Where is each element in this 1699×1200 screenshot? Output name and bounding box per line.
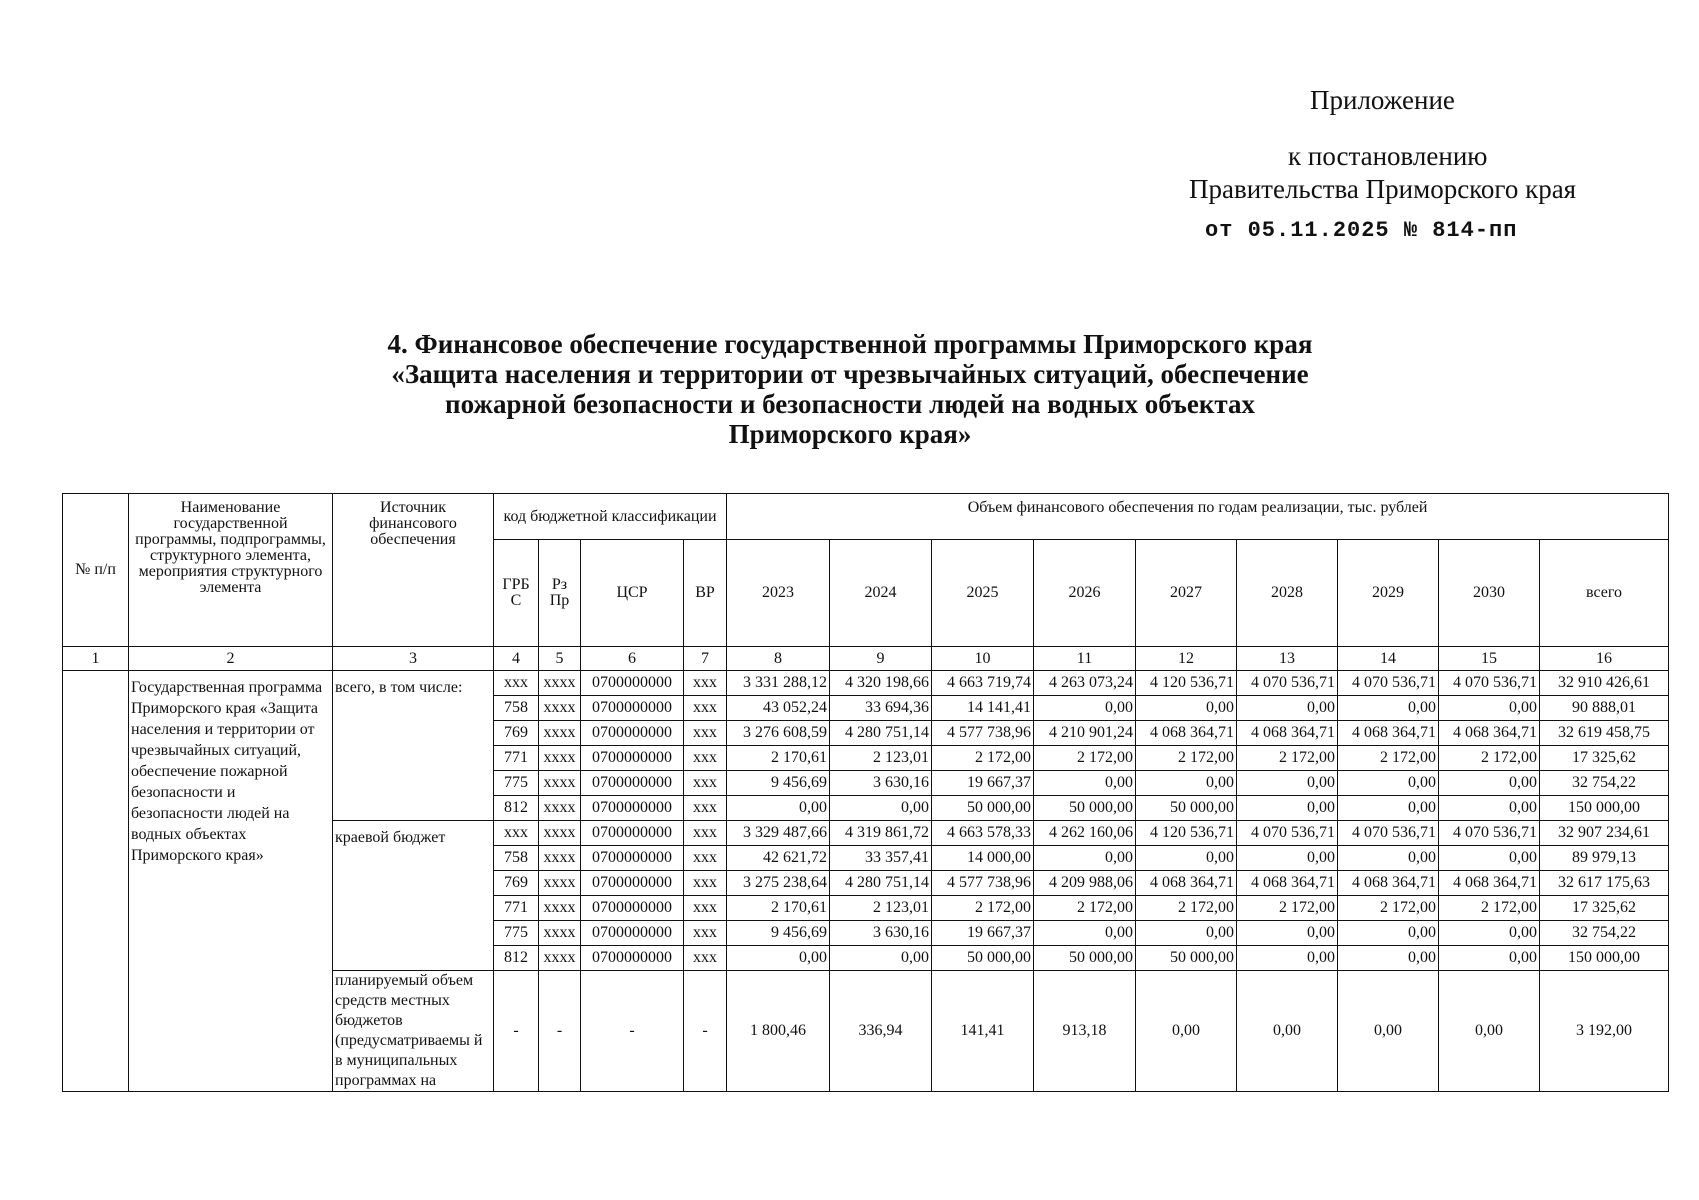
title-line: «Защита населения и территории от чрезвычайных ситуаций, обеспечение (391, 359, 1309, 389)
amount-cell: 32 754,22 (1540, 771, 1669, 796)
budget-code-cell: xxx (684, 671, 727, 696)
header-rzpr: Рз Пр (539, 540, 581, 647)
amount-cell: 32 910 426,61 (1540, 671, 1669, 696)
budget-code-cell: 0700000000 (581, 771, 684, 796)
budget-code-cell: 769 (494, 871, 539, 896)
amount-cell: 0,00 (1338, 771, 1439, 796)
amount-cell: 42 621,72 (727, 846, 830, 871)
header-year: 2026 (1034, 540, 1136, 647)
amount-cell: 0,00 (1439, 796, 1540, 821)
column-number: 1 (63, 647, 129, 671)
amount-cell: 3 276 608,59 (727, 721, 830, 746)
budget-code-cell: 771 (494, 746, 539, 771)
amount-cell: 0,00 (1439, 921, 1540, 946)
amount-cell: 4 280 751,14 (830, 721, 932, 746)
amount-cell: 4 068 364,71 (1439, 721, 1540, 746)
amount-cell: 0,00 (1439, 846, 1540, 871)
amount-cell: 2 123,01 (830, 896, 932, 921)
amount-cell: 0,00 (1439, 771, 1540, 796)
amount-cell: 0,00 (1338, 846, 1439, 871)
amount-cell: 17 325,62 (1540, 896, 1669, 921)
column-number: 3 (333, 647, 494, 671)
budget-code-cell: xxx (494, 821, 539, 846)
amount-cell: 4 263 073,24 (1034, 671, 1136, 696)
program-name-cell: Государственная программа Приморского края «Защита населения и территории от чрезвычайных ситуаций, обеспечение пожарной безопасности и безопасности людей на водных объектах Приморского края» (129, 671, 333, 1092)
document-title (250, 329, 1450, 449)
amount-cell: 4 577 738,96 (932, 871, 1034, 896)
budget-code-cell: 0700000000 (581, 871, 684, 896)
column-number: 7 (684, 647, 727, 671)
column-number: 9 (830, 647, 932, 671)
budget-code-cell: xxxx (539, 871, 581, 896)
table-body (63, 671, 1669, 1092)
appendix-date: от 05.11.2025 № 814-пп (1205, 218, 1518, 243)
budget-code-cell: xxxx (539, 796, 581, 821)
amount-cell: 913,18 (1034, 971, 1136, 1092)
amount-cell: 4 577 738,96 (932, 721, 1034, 746)
column-number: 10 (932, 647, 1034, 671)
amount-cell: 32 619 458,75 (1540, 721, 1669, 746)
amount-cell: 3 329 487,66 (727, 821, 830, 846)
budget-code-cell: xxx (684, 896, 727, 921)
budget-code-cell: xxxx (539, 721, 581, 746)
column-number: 11 (1034, 647, 1136, 671)
amount-cell: 0,00 (1237, 946, 1338, 971)
amount-cell: 2 172,00 (932, 896, 1034, 921)
amount-cell: 4 210 901,24 (1034, 721, 1136, 746)
amount-cell: 32 754,22 (1540, 921, 1669, 946)
appendix-government: Правительства Приморского края (1189, 174, 1577, 204)
amount-cell: 4 068 364,71 (1237, 721, 1338, 746)
header-year: 2025 (932, 540, 1034, 647)
amount-cell: 4 068 364,71 (1237, 871, 1338, 896)
amount-cell: 0,00 (1439, 696, 1540, 721)
appendix-title: Приложение (1310, 85, 1455, 115)
budget-code-cell: 771 (494, 896, 539, 921)
amount-cell: 2 172,00 (1136, 896, 1237, 921)
budget-code-cell: - (581, 971, 684, 1092)
amount-cell: 2 172,00 (932, 746, 1034, 771)
amount-cell: 19 667,37 (932, 921, 1034, 946)
amount-cell: 2 123,01 (830, 746, 932, 771)
budget-code-cell: xxx (494, 671, 539, 696)
header-year: 2028 (1237, 540, 1338, 647)
column-number: 16 (1540, 647, 1669, 671)
budget-code-cell: xxx (684, 946, 727, 971)
budget-code-cell: xxxx (539, 846, 581, 871)
amount-cell: 0,00 (1034, 771, 1136, 796)
budget-code-cell: xxxx (539, 896, 581, 921)
amount-cell: 0,00 (1237, 921, 1338, 946)
amount-cell: 2 170,61 (727, 746, 830, 771)
budget-code-cell: xxxx (539, 771, 581, 796)
amount-cell: 0,00 (1237, 846, 1338, 871)
amount-cell: 2 172,00 (1338, 746, 1439, 771)
amount-cell: 50 000,00 (932, 796, 1034, 821)
budget-code-cell: xxxx (539, 696, 581, 721)
budget-code-cell: xxx (684, 721, 727, 746)
amount-cell: 3 192,00 (1540, 971, 1669, 1092)
amount-cell: 0,00 (1136, 696, 1237, 721)
amount-cell: 33 357,41 (830, 846, 932, 871)
amount-cell: 43 052,24 (727, 696, 830, 721)
amount-cell: 19 667,37 (932, 771, 1034, 796)
budget-code-cell: 775 (494, 771, 539, 796)
amount-cell: 2 172,00 (1136, 746, 1237, 771)
amount-cell: 4 070 536,71 (1338, 671, 1439, 696)
amount-cell: 4 068 364,71 (1136, 721, 1237, 746)
header-source: Источник финансового обеспечения (333, 494, 494, 647)
budget-code-cell: 0700000000 (581, 846, 684, 871)
amount-cell: 2 172,00 (1439, 746, 1540, 771)
amount-cell: 50 000,00 (1136, 796, 1237, 821)
amount-cell: 2 172,00 (1439, 896, 1540, 921)
budget-code-cell: xxx (684, 696, 727, 721)
budget-code-cell: - (684, 971, 727, 1092)
budget-code-cell: xxx (684, 821, 727, 846)
amount-cell: 1 800,46 (727, 971, 830, 1092)
amount-cell: 336,94 (830, 971, 932, 1092)
amount-cell: 4 262 160,06 (1034, 821, 1136, 846)
column-number: 2 (129, 647, 333, 671)
budget-code-cell: 0700000000 (581, 896, 684, 921)
budget-code-cell: 0700000000 (581, 671, 684, 696)
amount-cell: 0,00 (1237, 971, 1338, 1092)
header-grbs: ГРБ С (494, 540, 539, 647)
title-line: Приморского края» (728, 419, 972, 449)
source-local-cell: планируемый объем средств местных бюджетов (предусматриваемы й в муниципальных программах на (333, 971, 494, 1092)
header-num: № п/п (63, 494, 129, 647)
amount-cell: 50 000,00 (1034, 946, 1136, 971)
amount-cell: 4 068 364,71 (1338, 871, 1439, 896)
header-budget-code: код бюджетной классификации (494, 494, 727, 540)
budget-code-cell: 758 (494, 696, 539, 721)
amount-cell: 14 000,00 (932, 846, 1034, 871)
amount-cell: 0,00 (1338, 921, 1439, 946)
budget-code-cell: xxx (684, 796, 727, 821)
amount-cell: 2 170,61 (727, 896, 830, 921)
header-year-total: всего (1540, 540, 1669, 647)
amount-cell: 0,00 (1136, 971, 1237, 1092)
amount-cell: 4 320 198,66 (830, 671, 932, 696)
amount-cell: 90 888,01 (1540, 696, 1669, 721)
title-line: 4. Финансовое обеспечение государственной программы Приморского края (387, 329, 1313, 359)
row-number-cell (63, 671, 129, 1092)
amount-cell: 4 120 536,71 (1136, 821, 1237, 846)
amount-cell: 150 000,00 (1540, 946, 1669, 971)
amount-cell: 4 068 364,71 (1439, 871, 1540, 896)
header-csr: ЦСР (581, 540, 684, 647)
header-name: Наименование государственной программы, подпрограммы, структурного элемента, мероприятия структурного элемента (129, 494, 333, 647)
budget-code-cell: 0700000000 (581, 796, 684, 821)
amount-cell: 0,00 (1136, 846, 1237, 871)
budget-code-cell: xxx (684, 921, 727, 946)
amount-cell: 0,00 (1338, 796, 1439, 821)
budget-code-cell: xxx (684, 871, 727, 896)
amount-cell: 9 456,69 (727, 921, 830, 946)
column-number-row (63, 647, 1669, 671)
budget-code-cell: 0700000000 (581, 921, 684, 946)
header-year: 2024 (830, 540, 932, 647)
amount-cell: 0,00 (1338, 946, 1439, 971)
amount-cell: 0,00 (727, 946, 830, 971)
amount-cell: 0,00 (1136, 921, 1237, 946)
financing-table (62, 493, 1669, 1092)
column-number: 8 (727, 647, 830, 671)
amount-cell: 0,00 (1034, 846, 1136, 871)
amount-cell: 14 141,41 (932, 696, 1034, 721)
amount-cell: 3 331 288,12 (727, 671, 830, 696)
amount-cell: 4 068 364,71 (1136, 871, 1237, 896)
amount-cell: 89 979,13 (1540, 846, 1669, 871)
budget-code-cell: 0700000000 (581, 746, 684, 771)
column-number: 12 (1136, 647, 1237, 671)
budget-code-cell: xxx (684, 846, 727, 871)
source-total-cell: всего, в том числе: (333, 671, 494, 821)
budget-code-cell: xxxx (539, 746, 581, 771)
budget-code-cell: xxx (684, 771, 727, 796)
budget-code-cell: 812 (494, 796, 539, 821)
amount-cell: 0,00 (1237, 696, 1338, 721)
budget-code-cell: 758 (494, 846, 539, 871)
amount-cell: 4 068 364,71 (1338, 721, 1439, 746)
source-regional-cell: краевой бюджет (333, 821, 494, 971)
amount-cell: 0,00 (1237, 771, 1338, 796)
header-year: 2030 (1439, 540, 1540, 647)
amount-cell: 4 209 988,06 (1034, 871, 1136, 896)
budget-code-cell: 0700000000 (581, 696, 684, 721)
amount-cell: 2 172,00 (1237, 746, 1338, 771)
amount-cell: 4 280 751,14 (830, 871, 932, 896)
header-year: 2029 (1338, 540, 1439, 647)
amount-cell: 2 172,00 (1338, 896, 1439, 921)
amount-cell: 3 630,16 (830, 921, 932, 946)
appendix-to: к постановлению (1288, 141, 1488, 171)
amount-cell: 4 663 719,74 (932, 671, 1034, 696)
amount-cell: 141,41 (932, 971, 1034, 1092)
amount-cell: 50 000,00 (1034, 796, 1136, 821)
amount-cell: 0,00 (830, 796, 932, 821)
amount-cell: 0,00 (1439, 971, 1540, 1092)
amount-cell: 17 325,62 (1540, 746, 1669, 771)
amount-cell: 3 275 238,64 (727, 871, 830, 896)
amount-cell: 2 172,00 (1034, 896, 1136, 921)
budget-code-cell: 0700000000 (581, 721, 684, 746)
amount-cell: 0,00 (1034, 696, 1136, 721)
amount-cell: 32 617 175,63 (1540, 871, 1669, 896)
amount-cell: 0,00 (830, 946, 932, 971)
amount-cell: 4 070 536,71 (1439, 821, 1540, 846)
budget-code-cell: - (539, 971, 581, 1092)
amount-cell: 50 000,00 (1136, 946, 1237, 971)
column-number: 14 (1338, 647, 1439, 671)
budget-code-cell: xxxx (539, 921, 581, 946)
amount-cell: 4 120 536,71 (1136, 671, 1237, 696)
amount-cell: 4 070 536,71 (1338, 821, 1439, 846)
amount-cell: 4 319 861,72 (830, 821, 932, 846)
amount-cell: 0,00 (1237, 796, 1338, 821)
amount-cell: 50 000,00 (932, 946, 1034, 971)
amount-cell: 9 456,69 (727, 771, 830, 796)
header-vr: ВР (684, 540, 727, 647)
header-row (63, 494, 1669, 540)
amount-cell: 2 172,00 (1034, 746, 1136, 771)
amount-cell: 33 694,36 (830, 696, 932, 721)
amount-cell: 0,00 (1439, 946, 1540, 971)
budget-code-cell: xxxx (539, 671, 581, 696)
amount-cell: 150 000,00 (1540, 796, 1669, 821)
amount-cell: 4 070 536,71 (1237, 671, 1338, 696)
header-volume: Объем финансового обеспечения по годам реализации, тыс. рублей (727, 494, 1669, 540)
budget-code-cell: 0700000000 (581, 821, 684, 846)
amount-cell: 0,00 (1136, 771, 1237, 796)
header-year: 2023 (727, 540, 830, 647)
amount-cell: 2 172,00 (1237, 896, 1338, 921)
budget-code-cell: 0700000000 (581, 946, 684, 971)
title-line: пожарной безопасности и безопасности людей на водных объектах (445, 389, 1255, 419)
column-number: 6 (581, 647, 684, 671)
amount-cell: 0,00 (727, 796, 830, 821)
amount-cell: 4 070 536,71 (1439, 671, 1540, 696)
amount-cell: 4 663 578,33 (932, 821, 1034, 846)
column-number: 15 (1439, 647, 1540, 671)
amount-cell: 0,00 (1338, 971, 1439, 1092)
budget-code-cell: xxxx (539, 946, 581, 971)
amount-cell: 0,00 (1338, 696, 1439, 721)
amount-cell: 32 907 234,61 (1540, 821, 1669, 846)
budget-code-cell: - (494, 971, 539, 1092)
budget-code-cell: xxx (684, 746, 727, 771)
amount-cell: 0,00 (1034, 921, 1136, 946)
budget-code-cell: 775 (494, 921, 539, 946)
budget-code-cell: 769 (494, 721, 539, 746)
amount-cell: 4 070 536,71 (1237, 821, 1338, 846)
budget-code-cell: xxxx (539, 821, 581, 846)
table-row (63, 671, 1669, 696)
header-year: 2027 (1136, 540, 1237, 647)
column-number: 4 (494, 647, 539, 671)
amount-cell: 3 630,16 (830, 771, 932, 796)
column-number: 5 (539, 647, 581, 671)
budget-code-cell: 812 (494, 946, 539, 971)
column-number: 13 (1237, 647, 1338, 671)
